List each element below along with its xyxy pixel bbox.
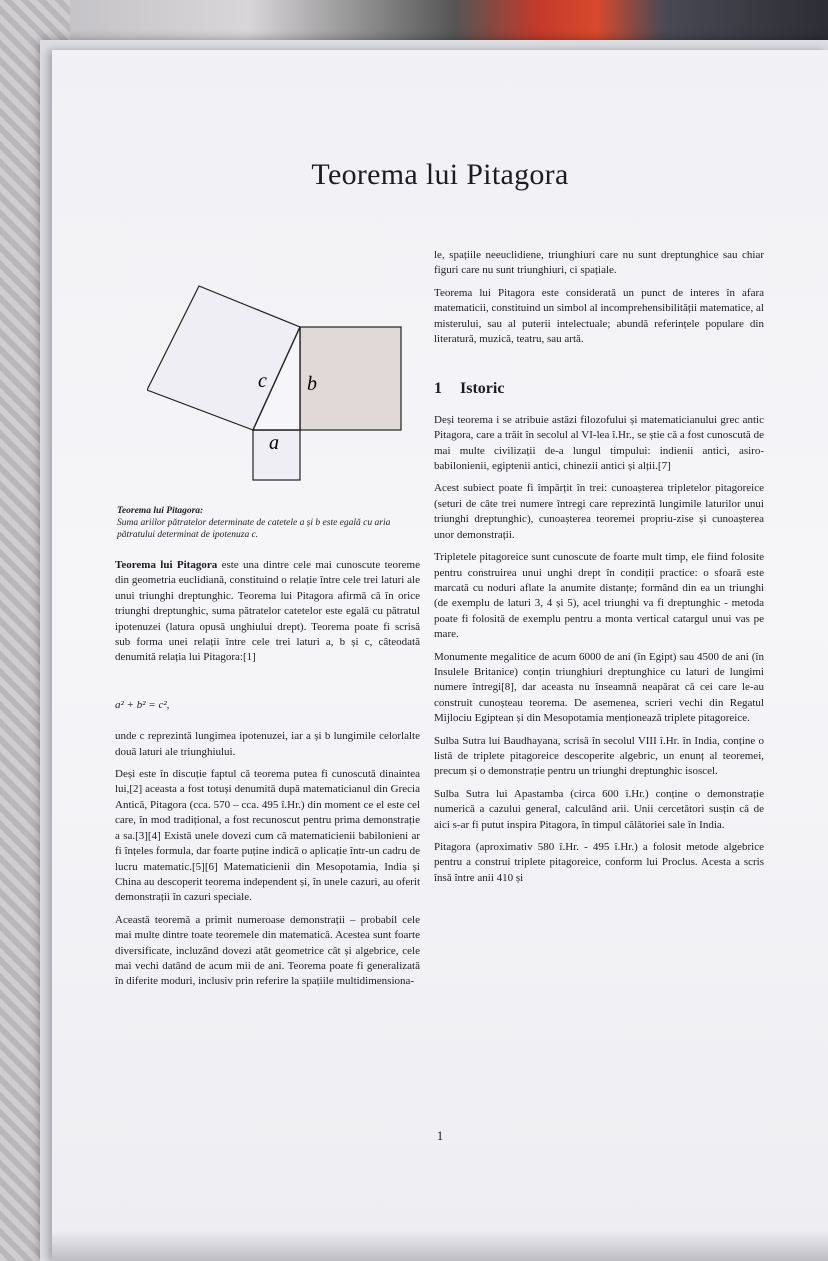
paragraph: Monumente megalitice de acum 6000 de ani (în Egipt) sau 4500 de ani (în Insulele Britanice) conțin triunghiuri dreptunghice cu laturi de lungimi numere întregi[8], dar aceasta nu înseamnă neapărat că cei care le-au construit cunoșteau teorema. De asemenea, scrieri vechi din Regatul Mijlociu Egiptean și din Mesopotamia menționează triplete pitagoreice. [434, 650, 764, 725]
page-number: 1 [436, 1128, 444, 1143]
paragraph: Sulba Sutra lui Apastamba (circa 600 î.Hr.) conține o demonstrație numerică a cazului general, calculând arii. Unii cercetători susțin că de aici s-ar fi putut inspira Pitagora, în timpul călătoriei sale în India. [434, 787, 764, 831]
caption-text: Suma ariilor pătratelor determinate de catetele a și b este egală cu aria pătratului determinat de ipotenuza c. [117, 518, 391, 540]
bold-term: Teorema lui Pitagora [115, 559, 218, 571]
pythagoras-figure [147, 282, 417, 482]
page-title: Teorema lui Pitagora [311, 158, 569, 191]
section-number: 1 [434, 380, 442, 398]
paragraph: Acest subiect poate fi împărțit în trei: cunoașterea tripletelor pitagoreice (seturi de câte trei numere întregi care reprezintă lungimile laturilor unui triunghi dreptunghic), cunoașterea teoremei propriu-zise și cunoașterea unor demonstrații. [434, 482, 764, 541]
label-a: a [269, 432, 279, 454]
paragraph: Sulba Sutra lui Baudhayana, scrisă în secolul VIII î.Hr. în India, conține o listă de triplete pitagoreice descoperite algebric, un enunț al teoremei, precum și o demonstrație pentru un triunghi dreptunghic isoscel. [434, 734, 764, 778]
formula: a² + b² = c², [115, 698, 170, 711]
paragraph: Tripletele pitagoreice sunt cunoscute de foarte mult timp, ele fiind folosite pentru construirea unui unghi drept în condiții practice: o sfoară este marcată cu noduri aflate la anumite distanțe; formând din ea un triunghi (de exemplu de laturi 3, 4 și 5), acel triunghi va fi dreptunghic - metoda poate fi folosită de exemplu pentru a monta vertical catargul unui vas pe mare. [434, 551, 764, 641]
page-bottom-shadow [52, 1230, 828, 1261]
paragraph: Teorema lui Pitagora este considerată un punct de interes în afara matematicii, constituind un simbol al incomprehensibilității matematice, al misterului, sau al puterii intelectuale; abundă referințele populare din literatură, muzică, teatru, sau artă. [434, 286, 764, 346]
paragraph: Deși teorema i se atribuie astăzi filozofului și matematicianului grec antic Pitagora, care a trăit în secolul al VI-lea î.Hr., se știe că a fost cunoscută de mai multe civilizații de-a lungul timpului: indienii antici, asiro-babilonienii, egiptenii antici, chinezii antici și alții.[7] [434, 413, 764, 473]
paragraph: Pitagora (aproximativ 580 î.Hr. - 495 î.Hr.) a folosit metode algebrice pentru a construi triplete pitagoreice, conform lui Proclus. Acesta a scris însă între anii 410 și [434, 841, 764, 884]
right-column [434, 248, 764, 893]
figure-caption [117, 505, 417, 541]
label-c: c [258, 370, 267, 392]
caption-heading: Teorema lui Pitagora: [117, 506, 204, 516]
paragraph: le, spațiile neeuclidiene, triunghiuri care nu sunt dreptunghice sau chiar figuri care nu sunt triunghiuri, ci spațiale. [434, 249, 764, 277]
paragraph [115, 558, 420, 666]
paragraph: Deși este în discuție faptul că teorema putea fi cunoscută dinaintea lui,[2] aceasta a fost totuși denumită după matematicianul din Grecia Antică, Pitagora (cca. 570 – cca. 495 î.Hr.) din moment ce el este cel care, în mod tradițional, a fost recunoscut pentru prima demonstrație a sa.[3][4] Există unele dovezi cum că matematicienii babilonieni ar fi înțeles formula, dar foarte puține indică o aplicație într-un cadru de lucru matematic.[5][6] Matematicienii din Mesopotamia, India și China au descoperit teorema independent și, în unele cazuri, au oferit demonstrații în cazuri speciale. [115, 768, 420, 904]
paragraph: unde c reprezintă lungimea ipotenuzei, iar a și b lungimile celorlalte două laturi ale triunghiului. [115, 730, 420, 758]
paragraph: Această teoremă a primit numeroase demonstrații – probabil cele mai multe dintre toate teoremele din matematică. Acestea sunt foarte diversificate, incluzând dovezi atât geometrice cât și algebrice, cele mai vechi datând de acum mii de ani. Teorema poate fi generalizată în diferite moduri, inclusiv prin referire la spațiile multidimensiona- [115, 913, 420, 988]
section-title: Istoric [460, 380, 505, 398]
label-b: b [307, 373, 317, 395]
left-column [115, 558, 420, 997]
document-page [52, 50, 828, 1261]
paragraph-text: este una dintre cele mai cunoscute teoreme din geometria euclidiană, constituind o relație între cele trei laturi ale unui triunghi dreptunghic. Teorema lui Pitagora afirmă că în orice triunghi dreptunghic, suma pătratelor catetelor este egală cu pătratul ipotenuzei (latura opusă unghiului drept). Teorema poate fi scrisă sub forma unei relații între cele trei laturi a, b și c, câteodată denumită relația lui Pitagora:[1] [115, 559, 420, 664]
section-heading [434, 381, 764, 396]
